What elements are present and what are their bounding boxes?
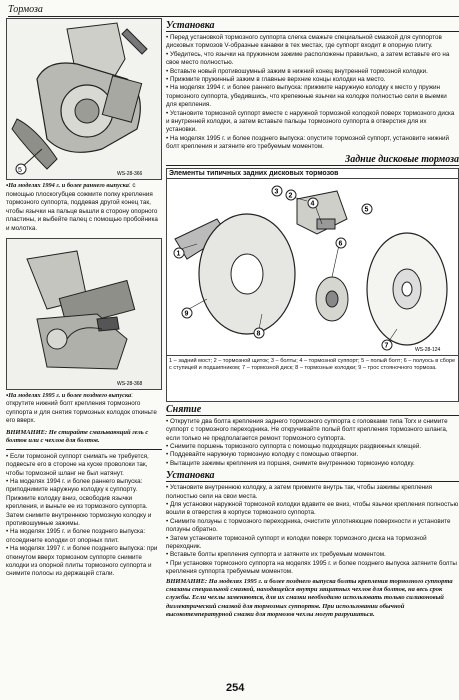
callout-1: 1 [176, 250, 181, 258]
install2-item-1: • Для установки наружной тормозной колодки вдавите ее вниз, чтобы язычки крепления полностью вошли в отверстия в корпусе тормозного суппорта. [166, 501, 459, 518]
install2-item-3: • Затем установите тормозной суппорт и колодки поверх тормозного диска на тормозной переходник. [166, 535, 459, 552]
install1-item-2: • Вставьте новый противошумный зажим в нижний конец внутренней тормозной колодки. [166, 68, 459, 76]
section-rear-disc-title: Задние дисковые тормоза [166, 154, 459, 166]
install1-item-3: • Прижмите пружинный зажим в главные верхние концы колодки на место. [166, 76, 459, 84]
fig1-caption [6, 182, 162, 234]
install1-item-1: • Убедитесь, что язычки на пружинном зажиме расположены правильно, а затем вставьте его на свое место полностью. [166, 51, 459, 68]
removal-item-2: • Поддевайте наружную тормозную колодку с помощью отвертки. [166, 451, 459, 459]
left-bullet-0: • Если тормозной суппорт снимать не требуется, подвесьте его в стороне на куске проволоки так, чтобы тормозной шланг не был натянут. [6, 453, 162, 478]
install1-item-0: • Перед установкой тормозного суппорта слегка смажьте специальной смазкой для суппортов дисковых тормозов V-образные канавки в тех местах, где суппорт входит в опорную плиту. [166, 34, 459, 51]
page-number: 254 [226, 682, 245, 694]
figure-rear-disc-brake [166, 168, 459, 402]
fig3-title: Элементы типичных задних дисковых тормозов [167, 169, 458, 179]
figure-caliper-new [6, 238, 162, 390]
bullet-square: ▪ [6, 391, 9, 399]
running-header: Тормоза [8, 4, 43, 15]
removal-item-3: • Вытащите зажимы крепления из поршня, снимите внутреннюю тормозную колодку. [166, 460, 459, 468]
callout-8: 8 [256, 330, 261, 338]
rear-disc-exploded-view [167, 179, 458, 355]
removal-item-1: • Снимите поршень тормозного суппорта с помощью подходящих раздвижных клещей. [166, 443, 459, 451]
header-rule [8, 16, 459, 17]
install1-item-5: • Установите тормозной суппорт вместе с наружной тормозной колодкой поверх тормозного диска и внутренней колодки, а затем вставьте пальцы тормозного суппорта в отверстия для их установки. [166, 110, 459, 135]
install2-item-5: • При установке тормозного суппорта на моделях 1995 г. и более позднего выпуска затяните болты крепления суппорта требуемым моментом. [166, 560, 459, 577]
callout-3: 3 [274, 188, 279, 196]
bullet-square: ▪ [6, 182, 9, 189]
callout-6: 6 [338, 240, 343, 248]
caliper-illustration-1 [7, 19, 161, 179]
install2-item-2: • Снимите ползуны с тормозного переходника, очистите уплотняющие поверхности и установите ползуны обратно. [166, 518, 459, 535]
section-removal-title: Снятие [166, 404, 459, 416]
svg-text:5: 5 [18, 167, 22, 174]
right-column [166, 18, 459, 694]
fig2-caption [6, 392, 162, 426]
fig2-code: WS-28-368 [117, 380, 143, 387]
install1-item-6: • На моделях 1995 г. и более позднего выпуска: опустите тормозной суппорт, установите нижний болт крепления и затяните его требуемым моментом. [166, 135, 459, 152]
left-divider [6, 449, 162, 450]
callout-5: 5 [364, 206, 369, 214]
left-bullet-2: • На моделях 1995 г. и более позднего выпуска: отсоедините колодки от опорных плит. [6, 528, 162, 545]
fig1-caption-lead: На моделях 1994 г. и более раннего выпуска [8, 182, 129, 189]
callout-7: 7 [384, 342, 389, 350]
caliper-illustration-2 [7, 239, 161, 389]
fig2-caption-lead: На моделях 1995 г. и более позднего выпуска [8, 391, 132, 399]
left-column [6, 18, 162, 694]
install1-item-4: • На моделях 1994 г. и более раннего выпуска: прижмите наружную колодку к место у пружин тормозного суппорта, убедившись, что крепежные язычки на колодке полностью сели в выемки для крепления. [166, 84, 459, 109]
callout-9: 9 [184, 310, 189, 318]
fig3-legend: 1 – задний мост; 2 – тормозной щиток; 3 – болты; 4 – тормозной суппорт; 5 – полый болт; 6 – полуось в сборе с ступицей и подшипником; 7 – тормозной диск; 8 – тормозные колодки; 9 – трос стояночного тормоза. [167, 355, 458, 374]
install2-item-0: • Установите внутреннюю колодку, а затем прижмите внутрь так, чтобы зажимы крепления полностью сели на свои места. [166, 484, 459, 501]
left-bullet-3: • На моделях 1997 г. и более позднего выпуска: при откинутом вверх тормозном суппорте снимите колодки из опорной плиты тормозного суппорта и снимите полосы из держащей стали. [6, 545, 162, 579]
install2-item-4: • Вставьте болты крепления суппорта и затяните их требуемым моментом. [166, 551, 459, 559]
fig3-code: WS-28-124 [415, 346, 441, 353]
removal-item-0: • Открутите два болта крепления заднего тормозного суппорта с головками типа Torx и снимите суппорт с тормозного переходника. Не откручивайте полый болт крепления тормозного шланга, если только не предполагается ремонт тормозного суппорта. [166, 418, 459, 443]
left-bullet-1: • На моделях 1994 г. и более раннего выпуска: приподнимите наружную колодку к суппорту. Прижмите колодку вниз, освободив язычки крепления, и выньте ее из тормозного суппорта. Затем снимите внутреннюю тормозную колодку и противошумные зажимы. [6, 478, 162, 528]
fig1-caption-rest: : с помощью плоскогубцев сожмите полку крепления тормозного суппорта, поддевая другой конец так, чтобы язычки на пальце вышли в сторону опорного пластины, и выбейте палец с помощью пробойника и молотка. [6, 182, 158, 232]
fig2-caption-rest: : открутите нижний болт крепления тормозного суппорта и для снятия тормозных колодок откиньте его вверх. [6, 391, 157, 425]
right-warning: ВНИМАНИЕ: На моделях 1995 г. и более позднего выпуска болты крепления тормозного суппорта смазаны специальной смазкой, находящейся внутри защитных чехлов для болтов, на весь срок службы. Если чехлы заменяются, для их смазки необходимо использовать только силиконовый диэлектрический смазкой для тормозных суппортов. При использовании обычной высокотемпературной смазки для тормозов чехлы могут разрушиться. [166, 577, 453, 619]
callout-2: 2 [288, 192, 293, 200]
left-warning: ВНИМАНИЕ: Не стирайте смазывающий гель с болтов или с чехлов для болтов. [6, 428, 149, 445]
section-install-1-title: Установка [166, 20, 459, 32]
figure-caliper-old [6, 18, 162, 180]
fig1-code: WS-28-366 [117, 171, 143, 177]
section-install-2-title: Установка [166, 470, 459, 482]
callout-4: 4 [310, 200, 315, 208]
